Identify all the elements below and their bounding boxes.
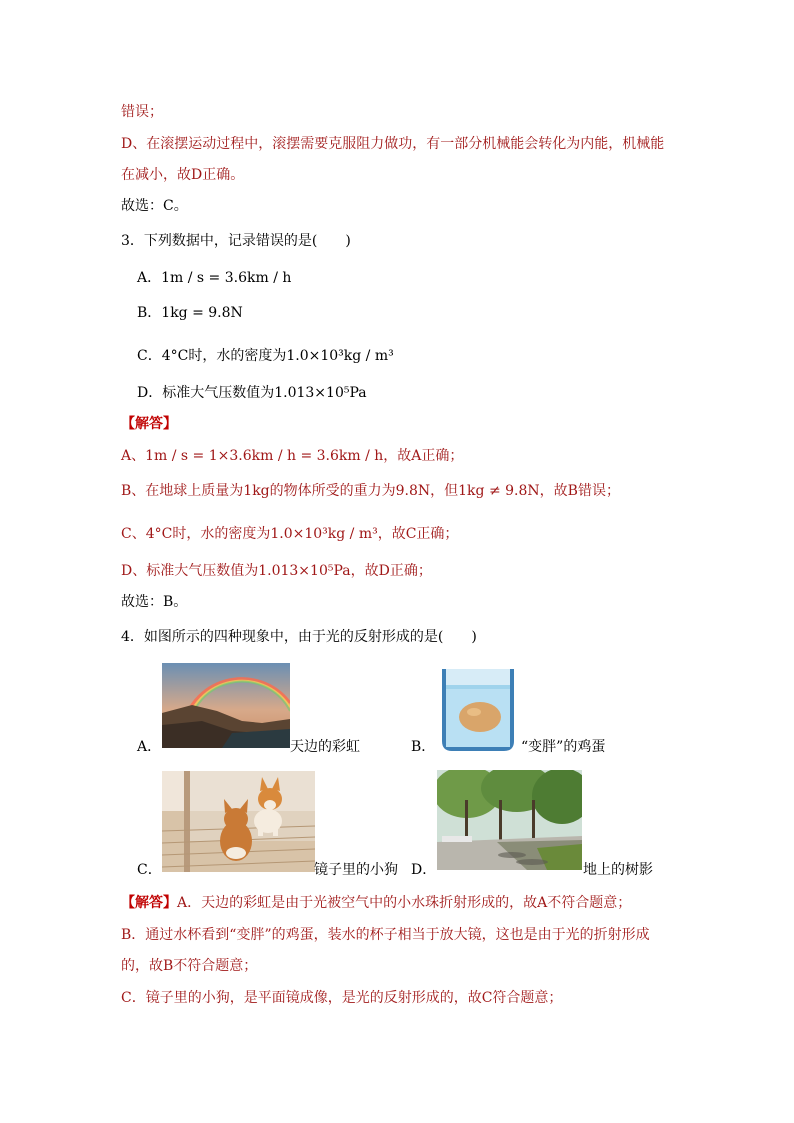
answer-text-line: D、在滚摆运动过程中，滚摆需要克服阻力做功，有一部分机械能会转化为内能，机械能 — [121, 136, 665, 152]
egg-in-glass-illustration — [438, 665, 518, 751]
answer-4-line-b1: B．通过水杯看到“变胖”的鸡蛋，装水的杯子相当于放大镜，这也是由于光的折射形成 — [121, 927, 650, 943]
answer-4-line-c: C．镜子里的小狗，是平面镜成像，是光的反射形成的，故C符合题意； — [121, 990, 563, 1006]
question-3-stem: 3．下列数据中，记录错误的是( ) — [121, 233, 351, 249]
option-a-letter: A． — [137, 739, 162, 755]
answer-text-line: 错误； — [121, 104, 163, 120]
option-b-letter: B． — [411, 739, 436, 755]
answer-3-choice: 故选：B。 — [121, 594, 188, 610]
answer-4-text-a: A．天边的彩虹是由于光被空气中的小水珠折射形成的，故A不符合题意； — [177, 895, 632, 911]
answer-4-line-b2: 的，故B不符合题意； — [121, 958, 258, 974]
rainbow-photo — [162, 663, 290, 748]
answer-tag: 【解答】 — [121, 895, 177, 911]
answer-4-line-a — [121, 893, 631, 913]
question-3-option-b: B．1kg = 9.8N — [137, 305, 243, 321]
dog-mirror-photo — [162, 771, 315, 872]
answer-3-line-d: D、标准大气压数值为1.013×10⁵Pa，故D正确； — [121, 563, 432, 579]
answer-3-line-a: A、1m / s = 1×3.6km / h = 3.6km / h，故A正确； — [121, 448, 464, 464]
option-b-caption: “变胖”的鸡蛋 — [521, 739, 606, 755]
option-c-letter: C． — [137, 862, 162, 878]
answer-3-line-c: C、4°C时，水的密度为1.0×10³kg / m³，故C正确； — [121, 526, 459, 542]
answer-3-line-b: B、在地球上质量为1kg的物体所受的重力为9.8N，但1kg ≠ 9.8N，故B错误； — [121, 483, 620, 499]
option-d-letter: D． — [411, 862, 437, 878]
question-3-option-d: D．标准大气压数值为1.013×10⁵Pa — [137, 385, 367, 401]
option-d-caption: 地上的树影 — [583, 862, 653, 878]
answer-tag: 【解答】 — [121, 416, 177, 432]
question-3-option-c: C．4°C时，水的密度为1.0×10³kg / m³ — [137, 348, 394, 364]
answer-text-line: 在减小，故D正确。 — [121, 167, 245, 183]
question-3-option-a: A．1m / s = 3.6km / h — [137, 270, 292, 286]
option-c-caption: 镜子里的小狗 — [314, 862, 398, 878]
option-a-caption: 天边的彩虹 — [290, 739, 360, 755]
answer-choice-line: 故选：C。 — [121, 198, 188, 214]
tree-shadow-photo — [437, 770, 582, 870]
question-4-stem: 4．如图所示的四种现象中，由于光的反射形成的是( ) — [121, 629, 477, 645]
